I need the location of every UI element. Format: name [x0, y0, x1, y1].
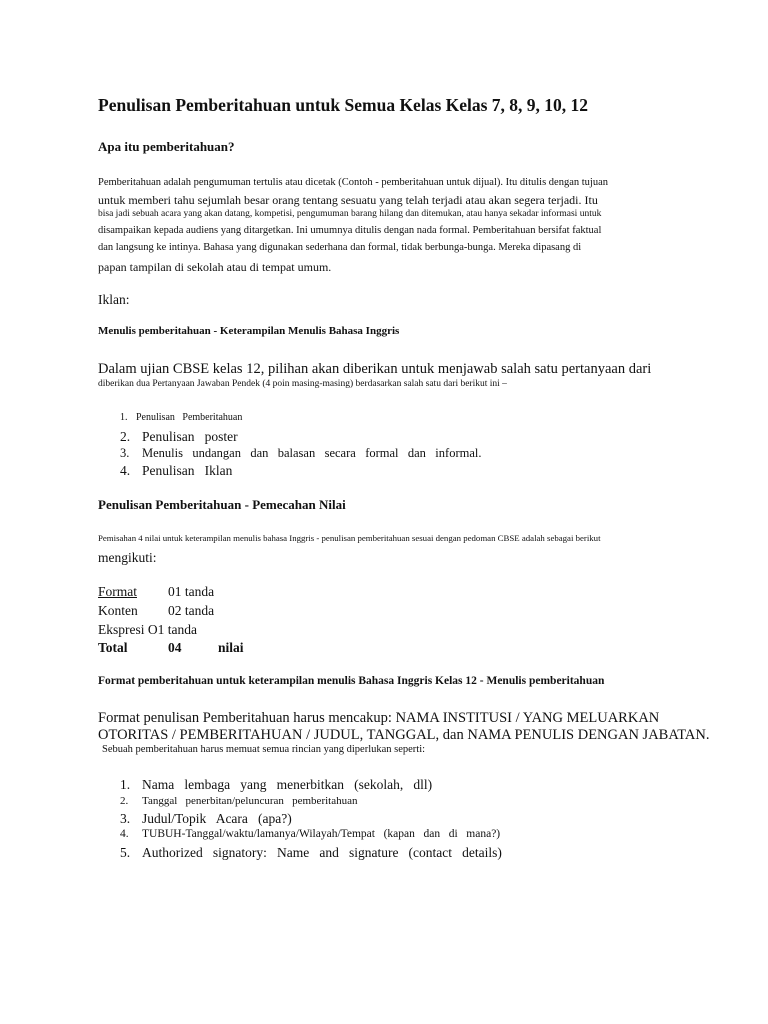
list-item: 1. Nama lembaga yang menerbitkan (sekolah, dll) — [120, 777, 433, 792]
marks-total-row — [98, 640, 244, 656]
marks-row-key: Format — [98, 584, 137, 599]
section-heading-writing-notice: Menulis pemberitahuan - Keterampilan Menulis Bahasa Inggris — [98, 325, 400, 337]
section-heading-notice-format: Format pemberitahuan untuk keterampilan menulis Bahasa Inggris Kelas 12 - Menulis pemberitahuan — [98, 675, 605, 687]
marks-row — [98, 584, 214, 600]
marks-total-key: Total — [98, 640, 128, 655]
iklan-label: Iklan: — [98, 292, 130, 307]
paragraph-line: mengikuti: — [98, 550, 157, 565]
list-item: 5. Authorized signatory: Name and signature (contact details) — [120, 845, 502, 860]
paragraph-line: diberikan dua Pertanyaan Jawaban Pendek (4 poin masing-masing) berdasarkan salah satu dari berikut ini – — [98, 379, 507, 389]
paragraph-line: Pemisahan 4 nilai untuk keterampilan menulis bahasa Inggris - penulisan pemberitahuan sesuai dengan pedoman CBSE adalah sebagai berikut — [98, 533, 601, 543]
list-item: 1. Penulisan Pemberitahuan — [120, 412, 243, 423]
list-item: 3. Menulis undangan dan balasan secara formal dan informal. — [120, 446, 482, 460]
paragraph-line: OTORITAS / PEMBERITAHUAN / JUDUL, TANGGAL, dan NAMA PENULIS DENGAN JABATAN. — [98, 727, 710, 743]
marks-row-key: Konten — [98, 603, 138, 618]
list-item: 4. TUBUH-Tanggal/waktu/lamanya/Wilayah/Tempat (kapan dan di mana?) — [120, 828, 501, 840]
section-heading-marks-breakdown: Penulisan Pemberitahuan - Pemecahan Nilai — [98, 497, 346, 512]
paragraph-line: bisa jadi sebuah acara yang akan datang, kompetisi, pengumuman barang hilang dan ditemukan, atau hanya sekadar informasi untuk — [98, 209, 602, 219]
section-heading-what-is-notice: Apa itu pemberitahuan? — [98, 139, 235, 154]
marks-row — [98, 622, 197, 638]
paragraph-line: untuk memberi tahu sejumlah besar orang tentang sesuatu yang telah terjadi atau akan segera terjadi. Itu — [98, 193, 598, 207]
paragraph-line: dan langsung ke intinya. Bahasa yang digunakan sederhana dan formal, tidak berbunga-bunga. Mereka dipasang di — [98, 242, 582, 253]
marks-row-key: Ekspresi O1 tanda — [98, 622, 197, 637]
marks-row-value: 01 tanda — [168, 584, 215, 599]
paragraph-line: Pemberitahuan adalah pengumuman tertulis atau dicetak (Contoh - pemberitahuan untuk dijual). Itu ditulis dengan tujuan — [98, 177, 608, 188]
marks-row — [98, 603, 214, 619]
page-title: Penulisan Pemberitahuan untuk Semua Kelas Kelas 7, 8, 9, 10, 12 — [98, 95, 589, 115]
paragraph-line: papan tampilan di sekolah atau di tempat umum. — [98, 260, 332, 274]
list-item: 2. Tanggal penerbitan/peluncuran pemberitahuan — [120, 795, 358, 807]
marks-row-value: 02 tanda — [168, 603, 215, 618]
list-item: 4. Penulisan Iklan — [120, 463, 233, 478]
paragraph-line: Dalam ujian CBSE kelas 12, pilihan akan diberikan untuk menjawab salah satu pertanyaan dari — [98, 361, 652, 377]
paragraph-line: Format penulisan Pemberitahuan harus mencakup: NAMA INSTITUSI / YANG MELUARKAN — [98, 710, 660, 726]
paragraph-line: disampaikan kepada audiens yang ditargetkan. Ini umumnya ditulis dengan nada formal. Pemberitahuan bersifat faktual — [98, 225, 602, 236]
list-item: 2. Penulisan poster — [120, 429, 238, 444]
marks-total-unit: nilai — [218, 640, 244, 655]
list-item: 3. Judul/Topik Acara (apa?) — [120, 811, 292, 826]
paragraph-line: Sebuah pemberitahuan harus memuat semua rincian yang diperlukan seperti: — [102, 744, 426, 755]
marks-total-value: 04 — [168, 640, 182, 655]
